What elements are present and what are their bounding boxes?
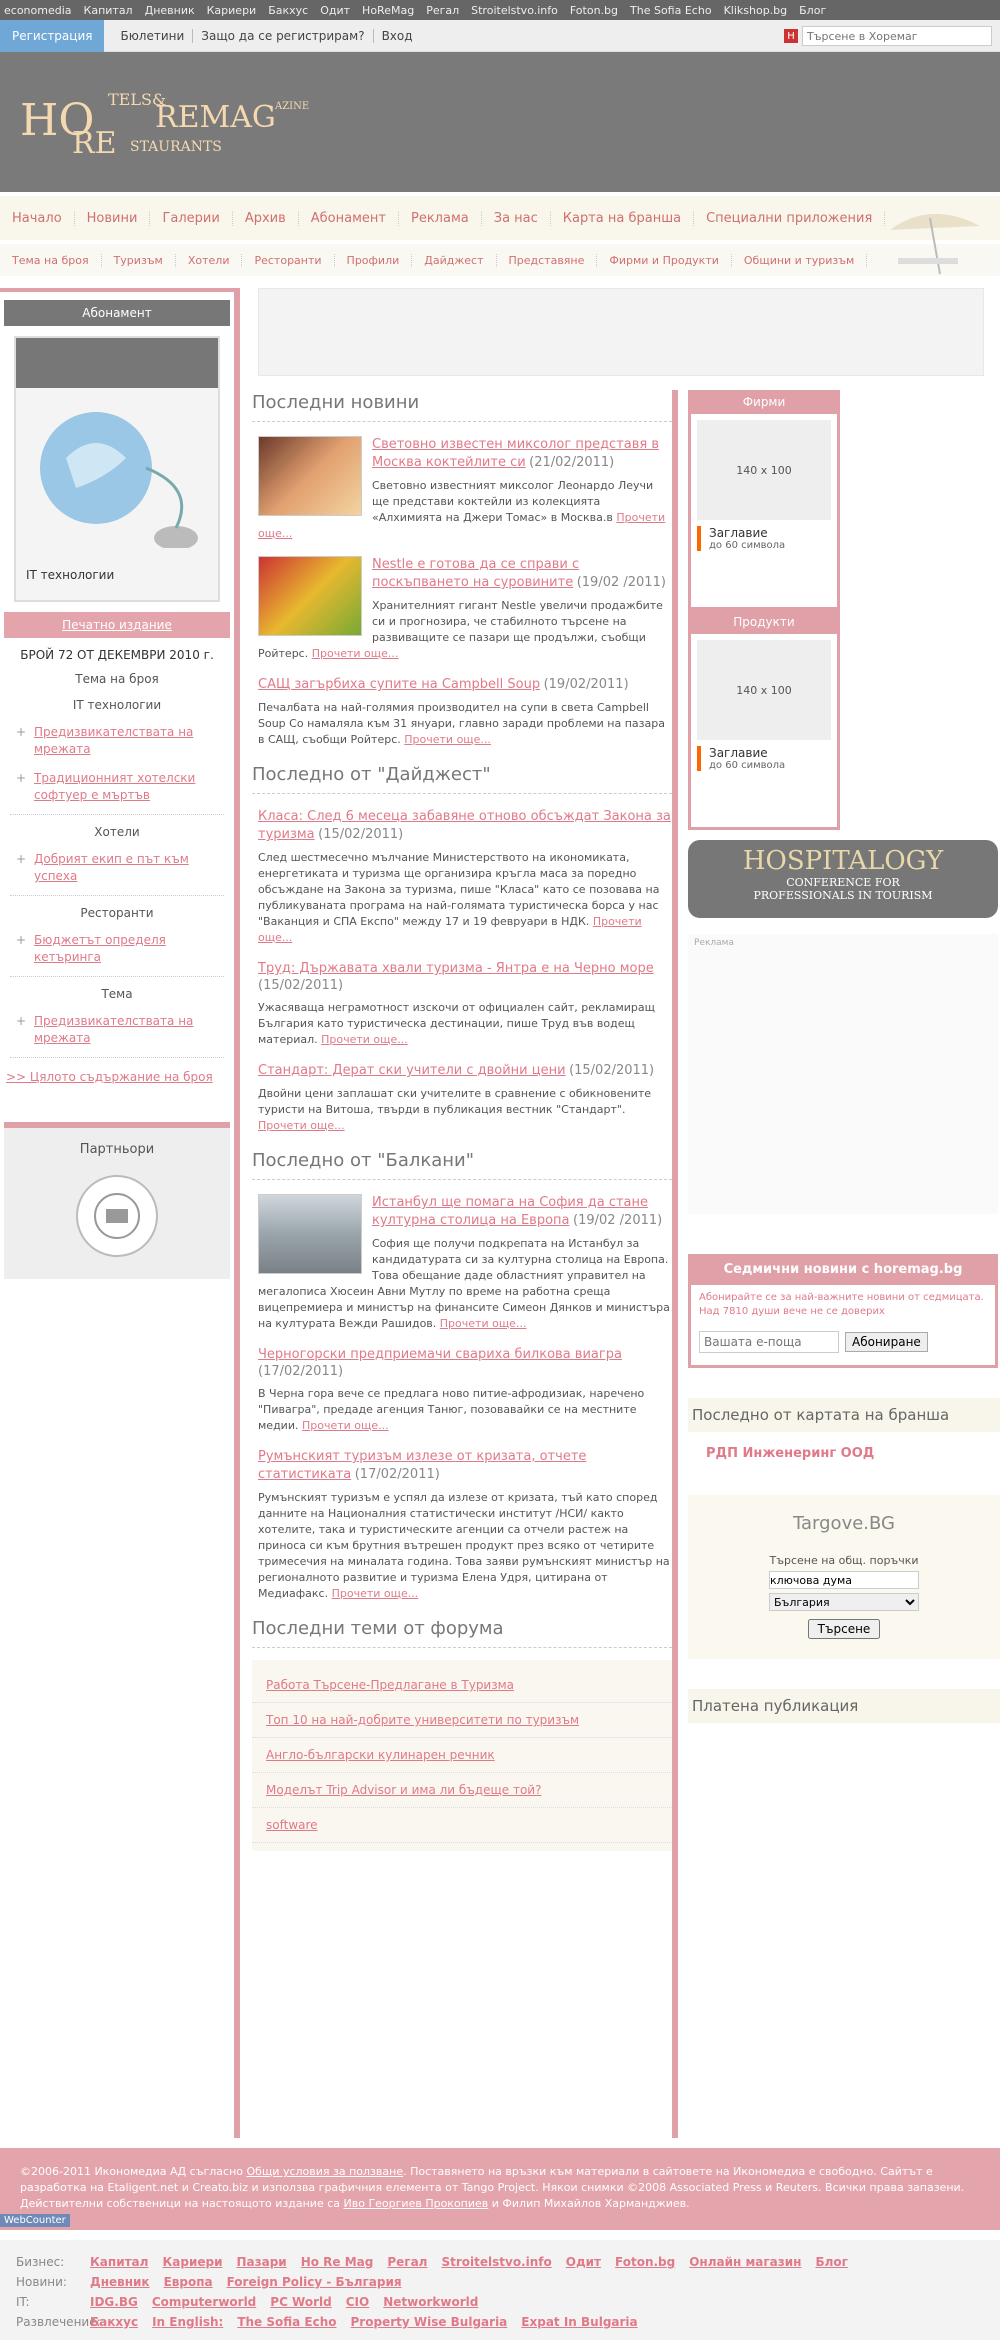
targove-box bbox=[688, 1495, 1000, 1659]
sub-nav-item[interactable]: Представяне bbox=[497, 254, 598, 267]
owner-link[interactable]: Иво Георгиев Прокопиев bbox=[343, 2197, 489, 2210]
footer-text-4: и Филип Михайлов Харманджиев. bbox=[491, 2197, 690, 2210]
news-date: (19/02/2011) bbox=[543, 677, 629, 692]
news-text: Хранителният гигант Nestle увеличи продажбите си и прогнозира, че стабилното търсене на развиващите се пазари ще продължи, съобщи Ройтерс. bbox=[258, 599, 663, 660]
read-more-link[interactable]: Прочети още... bbox=[439, 1317, 527, 1330]
group-title: Хотели bbox=[94, 825, 140, 839]
network-link[interactable]: economedia bbox=[4, 3, 72, 17]
theme-name: IT технологии bbox=[72, 698, 162, 712]
firm-title[interactable] bbox=[697, 526, 831, 551]
product-subtitle: до 60 символа bbox=[709, 760, 786, 771]
news-date: (17/02/2011) bbox=[258, 1364, 344, 1379]
firms-box[interactable] bbox=[688, 390, 840, 610]
top-ad-banner[interactable] bbox=[258, 288, 984, 376]
network-link[interactable]: Кариери bbox=[206, 3, 257, 17]
news-text: Печалбата на най-голямия производител на супи в света Campbell Soup Co намаляла към 31 януари, главно заради проблеми на пазара в САЩ, съобщи Ройтерс. bbox=[258, 701, 665, 746]
digest-title: Последно от "Дайджест" bbox=[252, 748, 672, 794]
news-text: След шестмесечно мълчание Министерството на икономиката, енергетиката и туризма ще организира кръгла маса за поредно обсъждане на Закона за туризма, пише "Класа" като се позовава на публикуваната програма на най-голямата туристическа борса у нас "Ваканция и СПА Експо" между 17 и 19 февруари в НДК. bbox=[258, 851, 660, 928]
keyword-input[interactable] bbox=[769, 1571, 919, 1589]
network-link[interactable]: Капитал bbox=[83, 3, 133, 17]
network-site-link[interactable]: Дневник bbox=[90, 2275, 150, 2289]
search-input[interactable] bbox=[802, 26, 992, 46]
partners-title: Партньори bbox=[79, 1142, 155, 1157]
news-title-link[interactable]: САЩ загърбиха супите на Campbell Soup bbox=[258, 677, 541, 692]
hosp-line1: CONFERENCE FOR bbox=[786, 876, 900, 889]
center-column bbox=[252, 288, 672, 1851]
latest-news bbox=[252, 436, 672, 748]
hosp-line2: PROFESSIONALS IN TOURISM bbox=[753, 889, 933, 902]
main-nav-item[interactable]: Новини bbox=[75, 211, 151, 226]
separator bbox=[10, 976, 224, 977]
targove-search-button[interactable]: Търсене bbox=[808, 1619, 881, 1639]
forum-topic-link[interactable]: Работа Търсене-Предлагане в Туризма bbox=[252, 1668, 672, 1703]
news-text: Румънският туризъм е успял да излезе от кризата, тъй като според данните на Националния статистически институт /НСИ/ както хотелите, така и туристическите агенции са отчели растеж на приноса си към брутния вътрешен продукт през всяко от четирите тримесечия на миналата година. Това заяви румънският министър на регионалното развитие и туризма Елена Удря, цитирана от Медиафакс. bbox=[258, 1491, 670, 1600]
network-site-link[interactable]: Онлайн магазин bbox=[689, 2255, 802, 2269]
news-text: Ужасяваща неграмотност изскочи от официален сайт, рекламиращ България като туристическа дестинации, пише Труд във водещ материал. bbox=[258, 1001, 655, 1046]
news-heading bbox=[252, 808, 672, 844]
left-column bbox=[0, 288, 240, 2138]
separator bbox=[10, 895, 224, 896]
news-title-link[interactable]: Истанбул ще помага на София да стане културна столица на Европа bbox=[372, 1195, 649, 1228]
network-site-link[interactable]: The Sofia Echo bbox=[237, 2315, 337, 2329]
footer-text-3: Действителни собственици на настоящото издание са bbox=[20, 2197, 341, 2210]
search-logo-icon: Н bbox=[784, 29, 798, 43]
webcounter-badge[interactable]: WebCounter bbox=[0, 2214, 70, 2227]
email-input[interactable] bbox=[699, 1331, 839, 1353]
network-site-link[interactable]: Регал bbox=[387, 2255, 428, 2269]
network-link[interactable]: Бакхус bbox=[268, 3, 309, 17]
network-links bbox=[0, 2240, 1000, 2340]
sub-nav-item[interactable]: Туризъм bbox=[102, 254, 176, 267]
network-site-link[interactable]: Одит bbox=[565, 2255, 602, 2269]
network-link[interactable]: Stroitelstvo.info bbox=[471, 3, 558, 17]
issue-label: БРОЙ 72 ОТ ДЕКЕМВРИ 2010 г. bbox=[20, 648, 214, 662]
news-text: Световно известният миксолог Леонардо Леучи ще представи коктейли из колекцията «Алхимията на Джери Томас» в Москва.в bbox=[372, 479, 654, 524]
news-body bbox=[252, 850, 672, 946]
separator bbox=[10, 1057, 224, 1058]
main-nav-item[interactable]: Абонамент bbox=[299, 211, 399, 226]
links-row bbox=[16, 2292, 984, 2312]
forum-title: Последни теми от форума bbox=[252, 1602, 672, 1648]
products-box[interactable] bbox=[688, 610, 840, 830]
network-site-link[interactable]: Капитал bbox=[90, 2255, 149, 2269]
beach-umbrella-icon bbox=[870, 200, 990, 278]
main-nav-item[interactable]: Начало bbox=[0, 211, 75, 226]
sub-nav-item[interactable]: Ресторанти bbox=[242, 254, 334, 267]
firm-image[interactable]: 140 x 100 bbox=[697, 420, 831, 520]
links-row-label: Бизнес: bbox=[16, 2255, 65, 2269]
news-title-link[interactable]: Световно известен миксолог представя в Москва коктейлите си bbox=[372, 437, 660, 470]
news-text: София ще получи подкрепата на Истанбул за кандидатурата си за културна столица на Европа. Това обещание даде областният управител на мегалописа Хюсеин Авни Мутлу по време на работна среща вицепремиера и министър на финансите Симеон Дянков и министъра на културата Вежди Рашидов. bbox=[258, 1237, 670, 1330]
network-link[interactable]: Foton.bg bbox=[569, 3, 619, 17]
forum-topic-link[interactable]: software bbox=[252, 1808, 672, 1843]
read-more-link[interactable]: Прочети още... bbox=[311, 647, 399, 660]
issue-article-link[interactable]: + Бюджетът определя кетъринга bbox=[0, 926, 234, 972]
footer bbox=[0, 2148, 1000, 2230]
right-column bbox=[688, 390, 1000, 1723]
forum-topic-link[interactable]: Англо-български кулинарен речник bbox=[252, 1738, 672, 1773]
read-more-link[interactable]: Прочети още... bbox=[301, 1419, 389, 1432]
paid-publication-title: Платена публикация bbox=[688, 1689, 1000, 1723]
rdp-link[interactable]: РДП Инженеринг ООД bbox=[706, 1446, 875, 1461]
footer-text-1: ©2006-2011 Икономедиа АД съгласно bbox=[20, 2165, 243, 2178]
network-site-link[interactable]: Foreign Policy - България bbox=[226, 2275, 402, 2289]
logo-re: RE bbox=[72, 126, 117, 157]
news-date: (21/02/2011) bbox=[529, 455, 615, 470]
network-site-link[interactable]: Foton.bg bbox=[615, 2255, 676, 2269]
reg-links bbox=[112, 29, 420, 43]
forum-topics bbox=[252, 1660, 672, 1851]
weekly-header: Седмични новини с horemag.bg bbox=[691, 1254, 995, 1285]
news-item bbox=[252, 556, 672, 662]
branch-map-title: Последно от картата на бранша bbox=[688, 1398, 1000, 1432]
login-link[interactable]: Вход bbox=[381, 28, 413, 43]
news-heading bbox=[252, 960, 672, 994]
network-site-link[interactable]: Networkworld bbox=[383, 2295, 479, 2309]
news-heading bbox=[252, 1062, 672, 1080]
main-nav-item[interactable]: Специални приложения bbox=[694, 211, 885, 226]
news-heading bbox=[252, 1448, 672, 1484]
logo-hotels: TELS& bbox=[108, 90, 167, 109]
news-date: (15/02/2011) bbox=[258, 978, 344, 993]
network-site-link[interactable]: Property Wise Bulgaria bbox=[350, 2315, 508, 2329]
network-site-link[interactable]: IDG.BG bbox=[90, 2295, 138, 2309]
main-nav-item[interactable]: Архив bbox=[233, 211, 299, 226]
news-title-link[interactable]: Стандарт: Дерат ски учители с двойни цени bbox=[258, 1063, 566, 1078]
network-link[interactable]: HoReMag bbox=[362, 3, 415, 17]
search-box bbox=[784, 26, 992, 46]
sub-nav-item[interactable]: Общини и туризъм bbox=[732, 254, 867, 267]
links-row bbox=[16, 2272, 984, 2292]
subscribe-button[interactable]: Абониране bbox=[845, 1332, 928, 1352]
sub-nav-item[interactable]: Фирми и Продукти bbox=[597, 254, 732, 267]
network-site-link[interactable]: PC World bbox=[270, 2295, 332, 2309]
network-site-link[interactable]: Блог bbox=[815, 2255, 848, 2269]
group-title: Тема bbox=[101, 987, 133, 1001]
read-more-link[interactable]: Прочети още... bbox=[404, 733, 491, 746]
network-link[interactable]: Дневник bbox=[144, 3, 195, 17]
logo-staurants: STAURANTS bbox=[130, 139, 222, 155]
sub-nav bbox=[0, 244, 1000, 276]
hosp-title: HOSPITALOGY bbox=[742, 846, 944, 876]
balkans-news bbox=[252, 1194, 672, 1602]
products-header[interactable]: Продукти bbox=[691, 610, 837, 634]
network-site-link[interactable]: Expat In Bulgaria bbox=[521, 2315, 638, 2329]
news-title-link[interactable]: Черногорски предприемачи свариха билкова виагра bbox=[258, 1347, 622, 1362]
issue-article-link[interactable]: + Предизвикателствата на мрежата bbox=[0, 1007, 234, 1053]
network-site-link[interactable]: Европа bbox=[163, 2275, 213, 2289]
news-date: (15/02/2011) bbox=[318, 827, 404, 842]
targove-label: Търсене на общ. поръчки bbox=[769, 1554, 919, 1567]
links-row-label: IT: bbox=[16, 2295, 30, 2309]
firm-title-text: Заглавие bbox=[709, 526, 768, 540]
news-date: (19/02 /2011) bbox=[576, 575, 666, 590]
firms-header[interactable]: Фирми bbox=[691, 390, 837, 414]
news-item bbox=[252, 436, 672, 542]
issue-article-link[interactable]: + Предизвикателствата на мрежата bbox=[0, 718, 234, 764]
news-title-link[interactable]: Румънският туризъм излезе от кризата, отчете статистиката bbox=[258, 1449, 587, 1482]
links-row-label: Развлечение: bbox=[16, 2315, 101, 2329]
news-title-link[interactable]: Nestle е готова да се справи с поскъпването на суровините bbox=[372, 557, 580, 590]
news-thumbnail[interactable] bbox=[258, 556, 362, 636]
sub-nav-item[interactable]: Тема на броя bbox=[0, 254, 102, 267]
news-thumbnail[interactable] bbox=[258, 1194, 362, 1274]
network-site-link[interactable]: Кариери bbox=[162, 2255, 223, 2269]
news-item bbox=[252, 1194, 672, 1332]
main-nav-item[interactable]: Карта на бранша bbox=[551, 211, 694, 226]
firm-subtitle: до 60 символа bbox=[709, 540, 786, 551]
sub-nav-item[interactable]: Дайджест bbox=[412, 254, 496, 267]
news-body bbox=[252, 700, 672, 748]
links-row bbox=[16, 2252, 984, 2272]
weekly-text: Абонирайте се за най-важните новини от седмицата. Над 7810 души вече не се доверих bbox=[699, 1292, 984, 1317]
network-site-link[interactable]: Пазари bbox=[236, 2255, 287, 2269]
issue-article-link[interactable]: + Добрият екип е път към успеха bbox=[0, 845, 234, 891]
register-button[interactable]: Регистрация bbox=[0, 20, 104, 52]
network-site-link[interactable]: CIO bbox=[345, 2295, 370, 2309]
news-item bbox=[252, 960, 672, 1048]
latest-news-title: Последни новини bbox=[252, 376, 672, 422]
partners-box bbox=[4, 1122, 230, 1279]
logo-mag: REMAG bbox=[155, 100, 276, 135]
main-nav bbox=[0, 196, 1000, 240]
network-site-link[interactable]: Stroitelstvo.info bbox=[441, 2255, 552, 2269]
product-title[interactable] bbox=[697, 746, 831, 771]
subscription-header[interactable]: Абонамент bbox=[4, 300, 230, 326]
network-link[interactable]: The Sofia Echo bbox=[630, 3, 712, 17]
sub-nav-item[interactable]: Хотели bbox=[176, 254, 243, 267]
network-site-link[interactable]: Ho Re Mag bbox=[300, 2255, 374, 2269]
news-thumbnail[interactable] bbox=[258, 436, 362, 516]
news-body bbox=[252, 1386, 672, 1434]
product-title-text: Заглавие bbox=[709, 746, 768, 760]
footer-text-2: . Поставянето на връзки към материали в сайтовете на Икономедиа е свободно. Сайтът е разработка на Etaligent.net и Creato.biz и използва графичния елемента от Tango Project. Някои снимки ©2008 Associated Press и Reuters. Всички права запазени. bbox=[20, 2165, 965, 2194]
network-bar bbox=[0, 0, 1000, 20]
news-text: Двойни цени заплашат ски учителите в сравнение с обикновените туристи на Витоша, твърди в публикация вестник "Стандарт". bbox=[258, 1087, 652, 1116]
group-title: Ресторанти bbox=[80, 906, 154, 920]
news-text: В Черна гора вече се предлага ново питие-афродизиак, наречено "Пивагра", предаде агенция Танюг, позовавайки се на местните медии. bbox=[258, 1387, 645, 1432]
ad-label: Реклама bbox=[694, 938, 734, 948]
main-nav-item[interactable]: Галерии bbox=[150, 211, 232, 226]
read-more-link[interactable]: Прочети още... bbox=[258, 915, 642, 944]
logo-azine: AZINE bbox=[275, 101, 310, 112]
news-body bbox=[252, 1086, 672, 1134]
horemag-logo[interactable] bbox=[20, 87, 320, 157]
read-more-link[interactable]: Прочети още... bbox=[258, 1119, 345, 1132]
forum-topic-link[interactable]: Моделът Trip Advisor и има ли бъдеще той? bbox=[252, 1773, 672, 1808]
links-row bbox=[16, 2312, 984, 2332]
news-item bbox=[252, 676, 672, 748]
read-more-link[interactable]: Прочети още... bbox=[258, 511, 666, 540]
left-top-bar bbox=[0, 288, 234, 292]
globe-mouse-icon bbox=[16, 388, 220, 548]
hospitalogy-banner[interactable] bbox=[688, 840, 998, 918]
print-edition-link[interactable]: Печатно издание bbox=[4, 612, 230, 638]
product-image[interactable]: 140 x 100 bbox=[697, 640, 831, 740]
issue-article-link[interactable]: + Традиционният хотелски софтуер е мъртъв bbox=[0, 764, 234, 810]
separator bbox=[10, 814, 224, 815]
news-heading bbox=[252, 1346, 672, 1380]
news-item bbox=[252, 1448, 672, 1602]
news-item bbox=[252, 1346, 672, 1434]
registration-bar bbox=[0, 20, 1000, 52]
news-item bbox=[252, 808, 672, 946]
ad-area[interactable] bbox=[688, 934, 998, 1214]
full-contents-link[interactable]: >> Цялото съдържание на броя bbox=[6, 1070, 213, 1084]
network-link[interactable]: Регал bbox=[426, 3, 460, 17]
read-more-link[interactable]: Прочети още... bbox=[321, 1033, 408, 1046]
read-more-link[interactable]: Прочети още... bbox=[331, 1587, 419, 1600]
cover-logo-strip bbox=[16, 338, 218, 388]
news-body bbox=[252, 1000, 672, 1048]
network-link[interactable]: Блог bbox=[799, 3, 827, 17]
network-link[interactable]: Одит bbox=[320, 3, 351, 17]
forum-topic-link[interactable]: Топ 10 на най-добрите университети по туризъм bbox=[252, 1703, 672, 1738]
news-body bbox=[252, 1490, 672, 1602]
news-item bbox=[252, 1062, 672, 1134]
bulletins-link[interactable]: Бюлетини bbox=[112, 29, 193, 43]
issue-contents bbox=[0, 692, 234, 1058]
network-site-link[interactable]: In English: bbox=[152, 2315, 224, 2329]
right-divider bbox=[672, 390, 678, 2138]
logo-ho: HO bbox=[20, 95, 95, 146]
cover-title: IT технологии bbox=[26, 568, 115, 582]
links-row-label: Новини: bbox=[16, 2275, 67, 2289]
balkans-title: Последно от "Балкани" bbox=[252, 1134, 672, 1180]
why-register-link[interactable]: Защо да се регистрирам? bbox=[193, 29, 373, 43]
weekly-newsletter bbox=[688, 1254, 998, 1368]
theme-label: Тема на броя bbox=[75, 672, 159, 686]
main-nav-item[interactable]: Реклама bbox=[399, 211, 482, 226]
network-link[interactable]: Klikshop.bg bbox=[723, 3, 788, 17]
main-nav-item[interactable]: За нас bbox=[482, 211, 551, 226]
country-select[interactable] bbox=[769, 1593, 919, 1611]
news-heading bbox=[252, 676, 672, 694]
news-date: (17/02/2011) bbox=[354, 1467, 440, 1482]
news-title-link[interactable]: Труд: Държавата хвали туризма - Янтра е на Черно море bbox=[258, 961, 654, 976]
network-site-link[interactable]: Бакхус bbox=[90, 2315, 139, 2329]
targove-logo[interactable]: Targove.BG bbox=[793, 1513, 895, 1534]
news-title-link[interactable]: Класа: След 6 месеца забавяне отново обсъждат Закона за туризма bbox=[258, 809, 671, 842]
header-banner bbox=[0, 52, 1000, 192]
terms-link[interactable]: Общи условия за ползване bbox=[246, 2165, 404, 2178]
partner-seal-icon[interactable] bbox=[72, 1171, 162, 1261]
news-date: (19/02 /2011) bbox=[573, 1213, 663, 1228]
magazine-cover[interactable] bbox=[14, 336, 220, 602]
sub-nav-item[interactable]: Профили bbox=[335, 254, 413, 267]
news-date: (15/02/2011) bbox=[569, 1063, 655, 1078]
digest-news bbox=[252, 808, 672, 1134]
network-site-link[interactable]: Computerworld bbox=[151, 2295, 257, 2309]
